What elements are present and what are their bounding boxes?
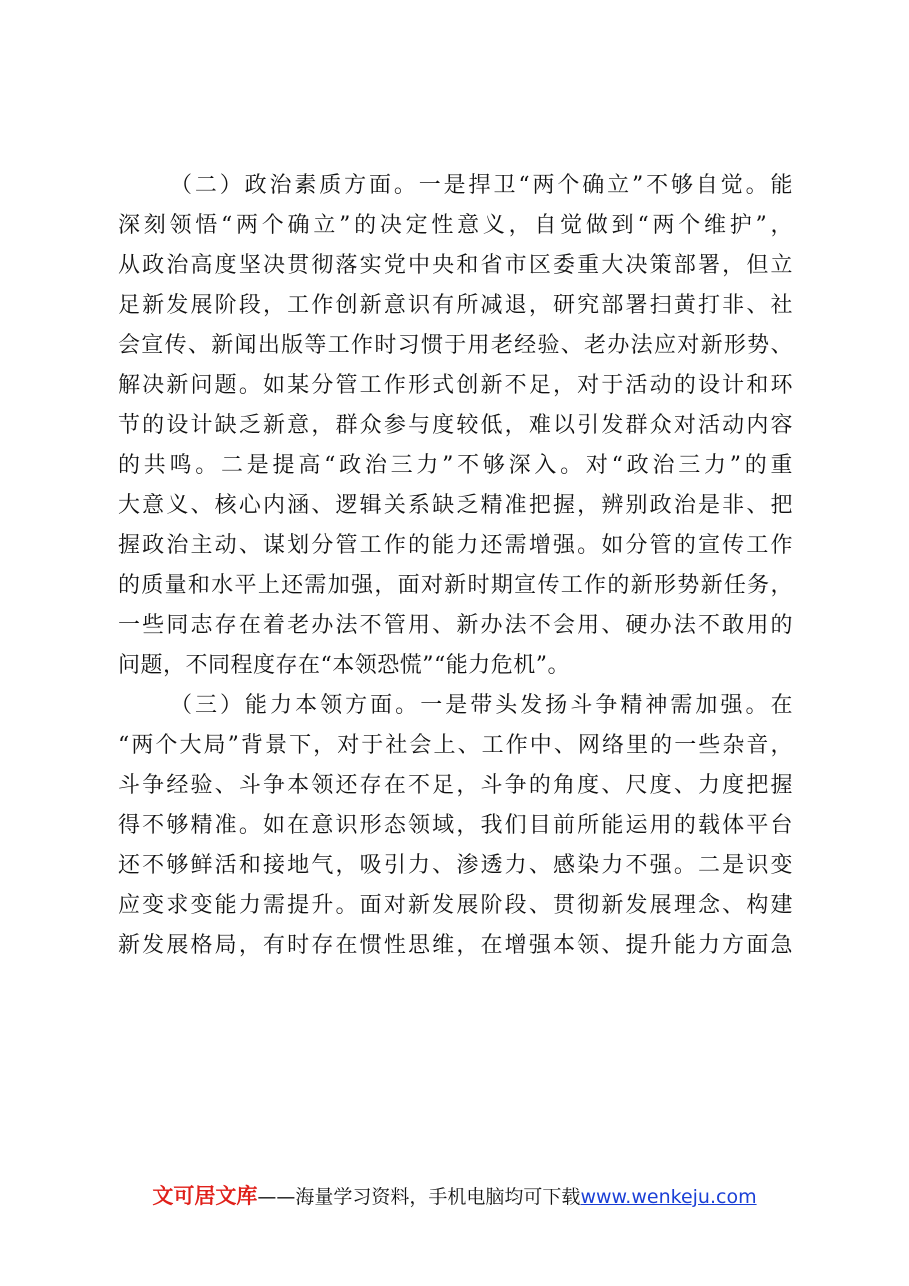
document-body xyxy=(118,166,793,966)
paragraph-2-line-4: 足新发展阶段，工作创新意识有所减退，研究部署扫黄打非、社 xyxy=(118,293,793,318)
brand-name: 文可居文库 xyxy=(152,1184,258,1208)
paragraph-2-line-11: 的质量和水平上还需加强，面对新时期宣传工作的新形势新任务， xyxy=(118,573,793,598)
paragraph-2-line-9: 大意义、核心内涵、逻辑关系缺乏精准把握，辨别政治是非、把 xyxy=(118,493,793,518)
paragraph-3-line-1: （三）能力本领方面。一是带头发扬斗争精神需加强。在 xyxy=(170,693,793,718)
paragraph-2-line-13: 问题，不同程度存在“本领恐慌”“能力危机”。 xyxy=(118,653,570,678)
footer-tagline: ——海量学习资料，手机电脑均可下载 xyxy=(257,1186,581,1208)
paragraph-2-line-2: 深刻领悟“两个确立”的决定性意义，自觉做到“两个维护”， xyxy=(118,213,793,238)
paragraph-2-line-10: 握政治主动、谋划分管工作的能力还需增强。如分管的宣传工作 xyxy=(118,533,793,558)
paragraph-3-line-7: 新发展格局，有时存在惯性思维，在增强本领、提升能力方面急 xyxy=(118,933,793,958)
paragraph-3-line-2: “两个大局”背景下，对于社会上、工作中、网络里的一些杂音， xyxy=(118,733,793,758)
website-link[interactable]: www.wenkeju.com xyxy=(580,1186,757,1208)
paragraph-2-line-12: 一些同志存在着老办法不管用、新办法不会用、硬办法不敢用的 xyxy=(118,613,793,638)
paragraph-2-line-1: （二）政治素质方面。一是捍卫“两个确立”不够自觉。能 xyxy=(170,173,793,198)
paragraph-2-line-7: 节的设计缺乏新意，群众参与度较低，难以引发群众对活动内容 xyxy=(118,413,793,438)
paragraph-2-line-5: 会宣传、新闻出版等工作时习惯于用老经验、老办法应对新形势、 xyxy=(118,333,793,358)
paragraph-3-line-6: 应变求变能力需提升。面对新发展阶段、贯彻新发展理念、构建 xyxy=(118,893,793,918)
paragraph-3-line-5: 还不够鲜活和接地气，吸引力、渗透力、感染力不强。二是识变 xyxy=(118,853,793,878)
paragraph-3-line-4: 得不够精准。如在意识形态领域，我们目前所能运用的载体平台 xyxy=(118,813,793,838)
paragraph-2-line-3: 从政治高度坚决贯彻落实党中央和省市区委重大决策部署，但立 xyxy=(118,253,793,278)
footer-banner xyxy=(0,1180,909,1210)
paragraph-3-line-3: 斗争经验、斗争本领还存在不足，斗争的角度、尺度、力度把握 xyxy=(118,773,793,798)
paragraph-2-line-8: 的共鸣。二是提高“政治三力”不够深入。对“政治三力”的重 xyxy=(118,453,793,478)
paragraph-2-line-6: 解决新问题。如某分管工作形式创新不足，对于活动的设计和环 xyxy=(118,373,793,398)
